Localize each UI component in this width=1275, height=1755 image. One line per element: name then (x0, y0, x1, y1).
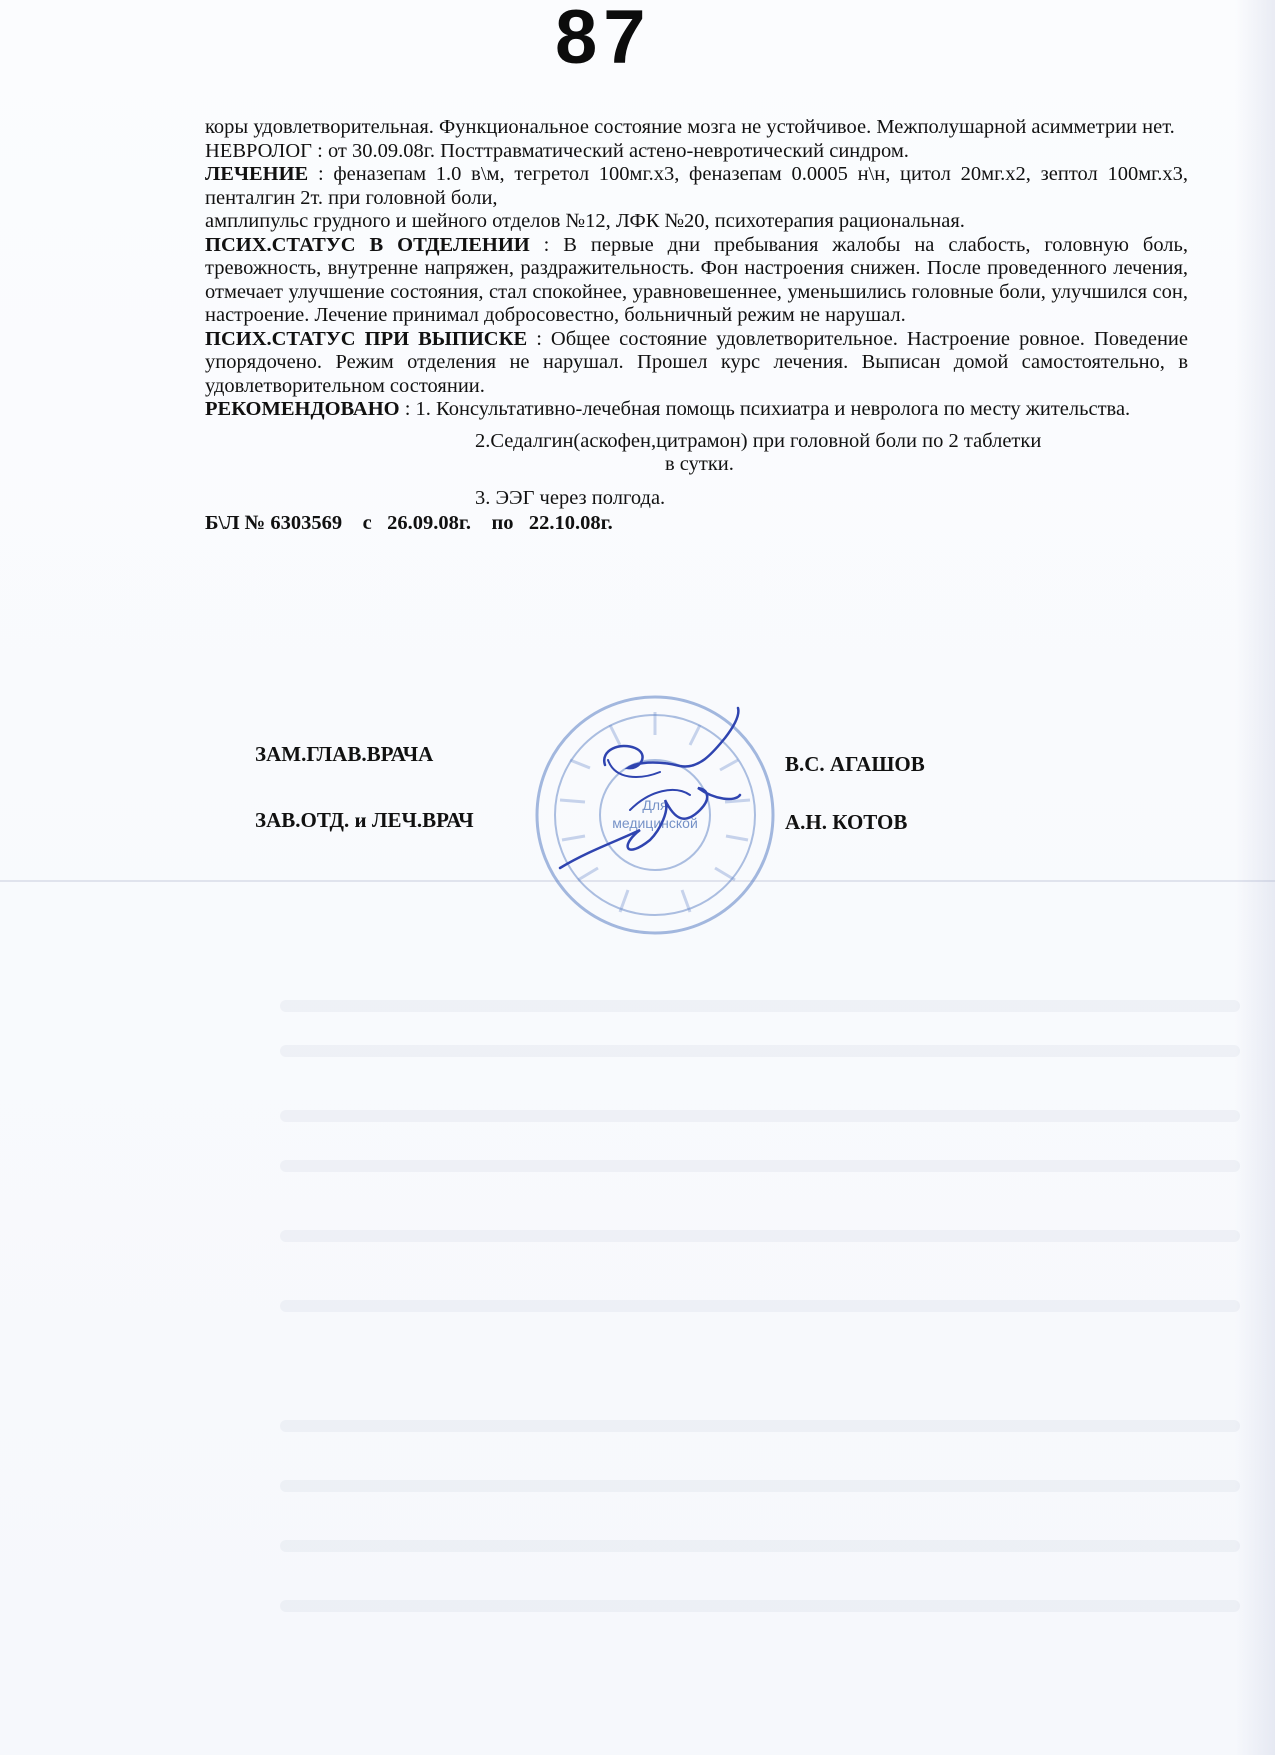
deputy-chief-name: В.С. АГАШОВ (785, 752, 925, 776)
handwritten-signatures (500, 690, 800, 890)
treatment-text: : феназепам 1.0 в\м, тегретол 100мг.х3, феназепам 0.0005 н\н, цитол 20мг.х2, зептол 100мг.х3, пенталгин 2т. при головной боли, (205, 163, 1189, 209)
page-number: 87 (555, 0, 652, 80)
psych-status-discharge-heading: ПСИХ.СТАТУС ПРИ ВЫПИСКЕ (205, 327, 528, 350)
head-of-department-role: ЗАВ.ОТД. и ЛЕЧ.ВРАЧ (255, 808, 474, 832)
recommendation-2-continued: в сутки. (665, 453, 734, 475)
recommendation-3: 3. ЭЭГ через полгода. (475, 486, 666, 509)
show-through-line (280, 1540, 1240, 1552)
show-through-line (280, 1230, 1240, 1242)
stamp-inner-text-1: Для (642, 797, 668, 813)
eeg-conclusion: коры удовлетворительная. Функциональное состояние мозга не устойчивое. Межполушарной асимметрии нет. (205, 116, 1175, 138)
psych-status-department-text: : В первые дни пребывания жалобы на слабость, головную боль, тревожность, внутренне напряжен, раздражительность. Фон настроения снижен. После проведенного лечения, отмечает улучшение состояния, стал спокойнее, уравновешеннее, уменьшились головные боли, улучшился сон, настроение. Лечение принимал добросовестно, больничный режим не нарушал. (205, 233, 1189, 326)
show-through-line (280, 1600, 1240, 1612)
show-through-line (280, 1000, 1240, 1012)
recommendation-2: 2.Седалгин(аскофен,цитрамон) при головной боли по 2 таблетки (475, 429, 1042, 452)
show-through-line (280, 1045, 1240, 1057)
show-through-line (280, 1420, 1240, 1432)
sick-leave-line: Б\Л № 6303569 с 26.09.08г. по 22.10.08г. (205, 512, 613, 534)
recommendation-1: : 1. Консультативно-лечебная помощь психиатра и невролога по месту жительства. (404, 398, 1131, 420)
stamp-inner-text-2: медицинской (612, 815, 698, 831)
psych-status-department-heading: ПСИХ.СТАТУС В ОТДЕЛЕНИИ (205, 233, 530, 256)
show-through-line (280, 1480, 1240, 1492)
show-through-line (280, 1110, 1240, 1122)
neurologist-note: НЕВРОЛОГ : от 30.09.08г. Посттравматический астено-невротический синдром. (205, 139, 909, 162)
psych-status-discharge-text: : Общее состояние удовлетворительное. Настроение ровное. Поведение упорядочено. Режим отделения не нарушал. Прошел курс лечения. Выписан домой самостоятельно, в удовлетворительном состоянии. (205, 327, 1188, 397)
treatment-heading: ЛЕЧЕНИЕ (205, 163, 309, 185)
show-through-line (280, 1300, 1240, 1312)
deputy-chief-role: ЗАМ.ГЛАВ.ВРАЧА (255, 742, 434, 766)
head-of-department-name: А.Н. КОТОВ (785, 810, 908, 834)
treatment-text-continued: амплипульс грудного и шейного отделов №12, ЛФК №20, психотерапия рациональная. (205, 210, 965, 232)
show-through-line (280, 1160, 1240, 1172)
recommendations-heading: РЕКОМЕНДОВАНО (205, 398, 400, 420)
